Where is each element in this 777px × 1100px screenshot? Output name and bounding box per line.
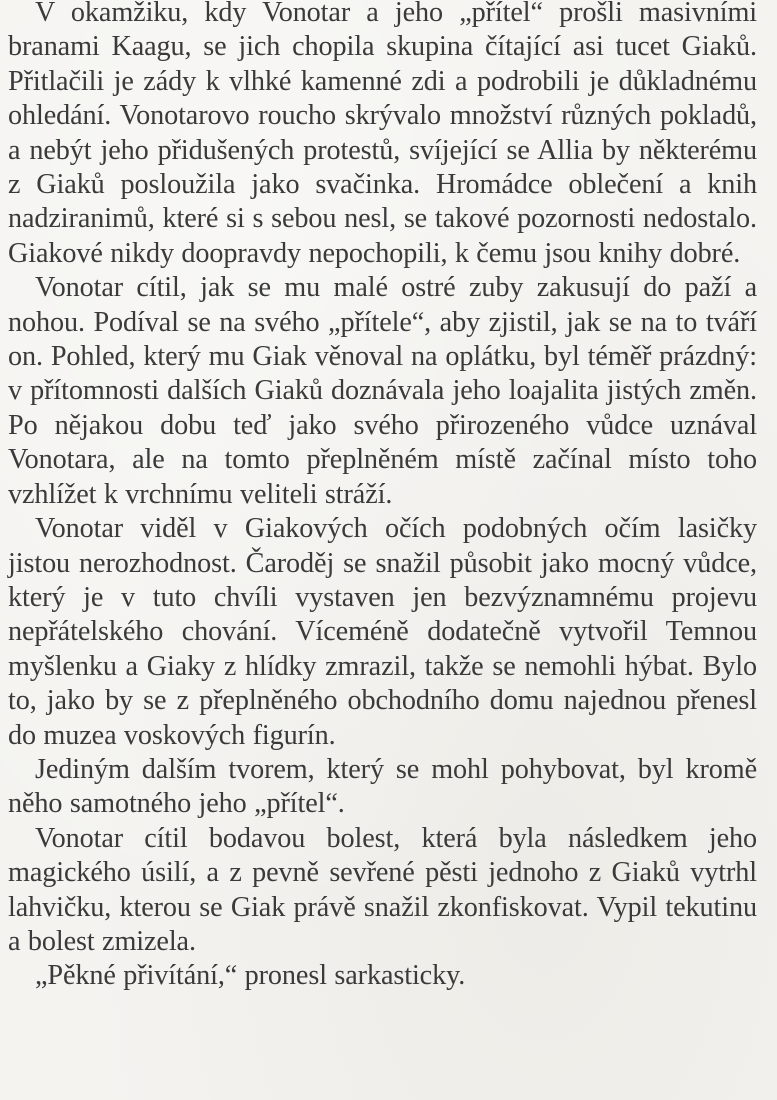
body-text <box>8 0 757 994</box>
paragraph: Vonotar cítil bodavou bolest, která byla následkem jeho magického úsilí, a z pevně sevřené pěsti jednoho z Giaků vytrhl lahvičku, kterou se Giak právě snažil zkonfiskovat. Vypil tekutinu a bolest zmizela. <box>8 822 757 957</box>
paragraph: „Pěkné přivítání,“ pronesl sarkasticky. <box>35 960 466 992</box>
paragraph: Jediným dalším tvorem, který se mohl pohybovat, byl kromě něho samotného jeho „přítel“. <box>8 753 757 820</box>
paragraph: Vonotar viděl v Giakových očích podobných očím lasičky jistou nerozhodnost. Čaroděj se snažil působit jako mocný vůdce, který je v tuto chvíli vystaven jen bezvýznamnému projevu nepřátelského chování. Víceméně dodatečně vytvořil Temnou myšlenku a Giaky z hlídky zmrazil, takže se nemohli hýbat. Bylo to, jako by se z přeplněného obchodního domu najednou přenesl do muzea voskových figurín. <box>8 513 757 751</box>
paragraph: V okamžiku, kdy Vonotar a jeho „přítel“ prošli masivními branami Kaagu, se jich chopila skupina čítající asi tucet Giaků. Přitlačili je zády k vlhké kamenné zdi a podrobili je důkladnému ohledání. Vonotarovo roucho skrývalo množství různých pokladů, a nebýt jeho přidušených protestů, svíjející se Allia by některému z Giaků posloužila jako svačinka. Hromádce oblečení a knih nadziranimů, které si s sebou nesl, se takové pozornosti nedostalo. Giakové nikdy doopravdy nepochopili, k čemu jsou knihy dobré. <box>8 0 757 269</box>
paragraph: Vonotar cítil, jak se mu malé ostré zuby zakusují do paží a nohou. Podíval se na svého „přítele“, aby zjistil, jak se na to tváří on. Pohled, který mu Giak věnoval na oplátku, byl téměř prázdný: v přítomnosti dalších Giaků doznávala jeho loajalita jistých změn. Po nějakou dobu teď jako svého přirozeného vůdce uznával Vonotara, ale na tomto přeplněném místě začínal místo toho vzhlížet k vrchnímu veliteli stráží. <box>8 272 757 510</box>
